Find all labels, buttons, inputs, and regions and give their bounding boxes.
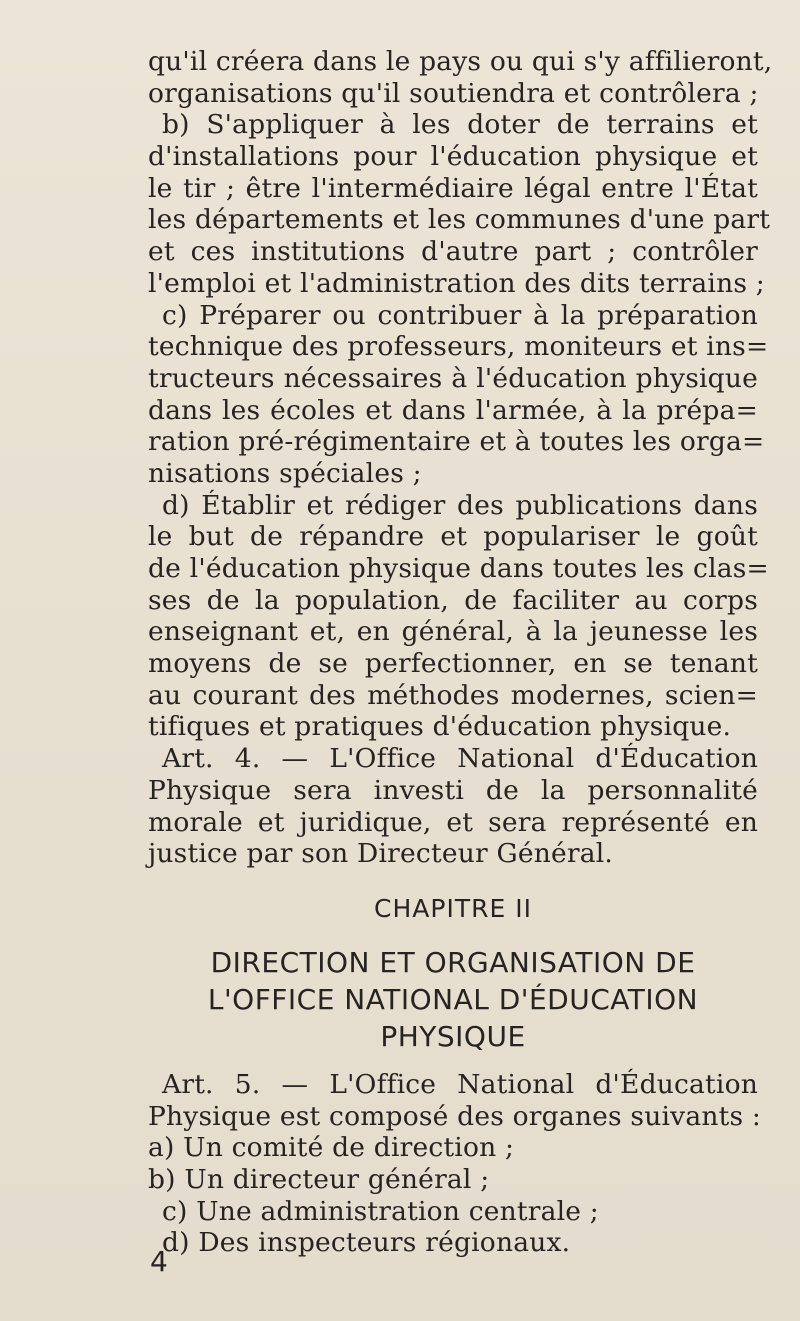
text-line: qu'il créera dans le pays ou qui s'y affilieront, — [148, 46, 773, 77]
chapter-heading-line: DIRECTION ET ORGANISATION DE — [210, 945, 696, 979]
text-line: Art. 5. — L'Office National d'Éducation — [162, 1068, 758, 1100]
page-number: 4 — [150, 1245, 168, 1278]
text-line: enseignant et, en général, à la jeunesse les — [148, 616, 758, 648]
text-line: d) Établir et rédiger des publications dans — [162, 489, 758, 521]
text-line: le tir ; être l'intermédiaire légal entre l'État — [148, 172, 758, 204]
chapter-label: CHAPITRE II — [374, 893, 532, 923]
text-line: b) Un directeur général ; — [148, 1163, 490, 1195]
text-line: technique des professeurs, moniteurs et ins= — [148, 331, 769, 363]
text-line: l'emploi et l'administration des dits terrains ; — [148, 267, 765, 299]
text-line: ration pré-régimentaire et à toutes les orga= — [148, 426, 765, 458]
text-line: justice par son Directeur Général. — [148, 838, 614, 870]
text-line: b) S'appliquer à les doter de terrains et — [162, 109, 758, 141]
text-line: Physique est composé des organes suivants : — [148, 1100, 761, 1132]
text-line: Art. 4. — L'Office National d'Éducation — [162, 743, 758, 775]
chapter-heading-line: L'OFFICE NATIONAL D'ÉDUCATION — [207, 982, 699, 1016]
text-line: c) Une administration centrale ; — [162, 1195, 599, 1227]
text-line: d'installations pour l'éducation physique et — [148, 141, 758, 173]
text-line: tifiques et pratiques d'éducation physique. — [148, 711, 732, 743]
text-line: c) Préparer ou contribuer à la préparation — [162, 299, 758, 331]
text-line: et ces institutions d'autre part ; contrôler — [148, 236, 758, 268]
text-line: les départements et les communes d'une part — [148, 204, 771, 236]
text-line: moyens de se perfectionner, en se tenant — [148, 648, 758, 680]
chapter-heading-line: PHYSIQUE — [380, 1019, 526, 1053]
text-line: de l'éducation physique dans toutes les clas= — [148, 553, 769, 584]
text-line: Physique sera investi de la personnalité — [148, 774, 758, 806]
text-line: d) Des inspecteurs régionaux. — [162, 1227, 571, 1259]
text-line: le but de répandre et populariser le goût — [148, 521, 758, 553]
page-body — [148, 46, 773, 1259]
text-line: organisations qu'il soutiendra et contrôlera ; — [148, 77, 759, 109]
text-line: tructeurs nécessaires à l'éducation physique — [148, 362, 758, 394]
text-line: morale et juridique, et sera représenté en — [148, 806, 758, 838]
text-line: au courant des méthodes modernes, scien= — [148, 679, 758, 711]
text-line: dans les écoles et dans l'armée, à la prépa= — [148, 394, 758, 426]
text-line: ses de la population, de faciliter au corps — [148, 584, 758, 616]
text-line: nisations spéciales ; — [148, 457, 422, 489]
text-line: a) Un comité de direction ; — [148, 1132, 515, 1164]
